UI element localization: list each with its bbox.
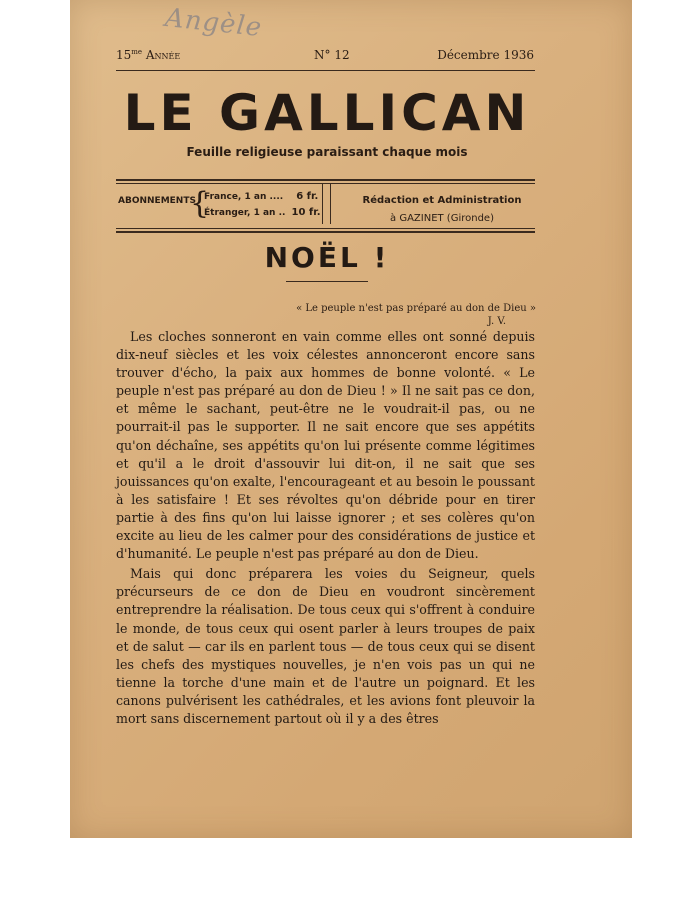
masthead-subtitle: Feuille religieuse paraissant chaque mois [186, 145, 468, 159]
epigraph-quote: « Le peuple n'est pas préparé au don de Dieu » [296, 303, 536, 314]
subscription-top-rule [116, 179, 535, 181]
subscriptions-label: ABONNEMENTS [118, 196, 196, 206]
article-body [116, 328, 535, 728]
article-paragraph-2: Mais qui donc préparera les voies du Seigneur, quels précurseurs de ce don de Dieu en voudront sincèrement entreprendre la réalisation. De tous ceux qui s'offrent à conduire le monde, de tous ceux qui osent parler à leurs troupes de paix et de salut — car ils en parlent tous — de tous ceux qui se disent les chefs des mystiques nouvelles, je n'en vois pas un qui ne tienne la torche d'une main et de l'autre un poignard. Et les canons pulvérisent les cathédrales, et les avions font pleuvoir la mort sans discernement partout où il y a des êtres [116, 566, 535, 726]
issue-header [116, 48, 534, 68]
price-abroad: Étranger, 1 an .. 10 fr. [204, 207, 321, 218]
masthead-title: LE GALLICAN [123, 84, 531, 142]
admin-title: Rédaction et Administration [362, 195, 522, 206]
administration-info [352, 192, 532, 228]
handwritten-annotation: Angèle [163, 2, 264, 44]
newspaper-page [70, 0, 632, 838]
issue-number: N° 12 [314, 48, 350, 62]
header-rule [116, 70, 535, 71]
column-divider [322, 184, 331, 224]
issue-year: $15^{me}$ Année [116, 48, 181, 62]
subscription-bottom-rule [116, 228, 535, 229]
issue-date: Décembre 1936 [437, 48, 534, 62]
article-paragraph-1: Les cloches sonneront en vain comme elles ont sonné depuis dix-neuf siècles et les voix célestes annonceront encore sans trouver d'écho, la paix aux hommes de bonne volonté. « Le peuple n'est pas préparé au don de Dieu ! » Il ne sait pas ce don, et même le sachant, peut-être ne le voudrait-il pas, ou ne pourrait-il pas le supporter. Il ne sait encore que ses appétits qu'on déchaîne, ses appétits qu'on lui présente comme légitimes et qu'il a le droit d'assouvir lui dit-on, il ne sait que ses jouissances qu'on exalte, l'encourageant et au besoin le poussant à les satisfaire ! Et ses révoltes qu'on débride pour en tirer partie à des fins qu'on lui laisse ignorer ; et ses colères qu'on excite au lieu de les calmer pour des considérations de justice et d'humanité. Le peuple n'est pas préparé au don de Dieu. [116, 329, 535, 562]
title-underline [286, 281, 368, 282]
brace-glyph: { [190, 186, 210, 221]
subscription-bottom-rule-thick [116, 231, 535, 233]
price-france: France, 1 an .... 6 fr. [204, 191, 319, 202]
subscription-prices [204, 189, 321, 221]
epigraph [220, 302, 536, 328]
article-title: NOËL ! [264, 241, 390, 274]
admin-address: à GAZINET (Gironde) [390, 213, 494, 224]
epigraph-author: J. V. [487, 316, 506, 327]
